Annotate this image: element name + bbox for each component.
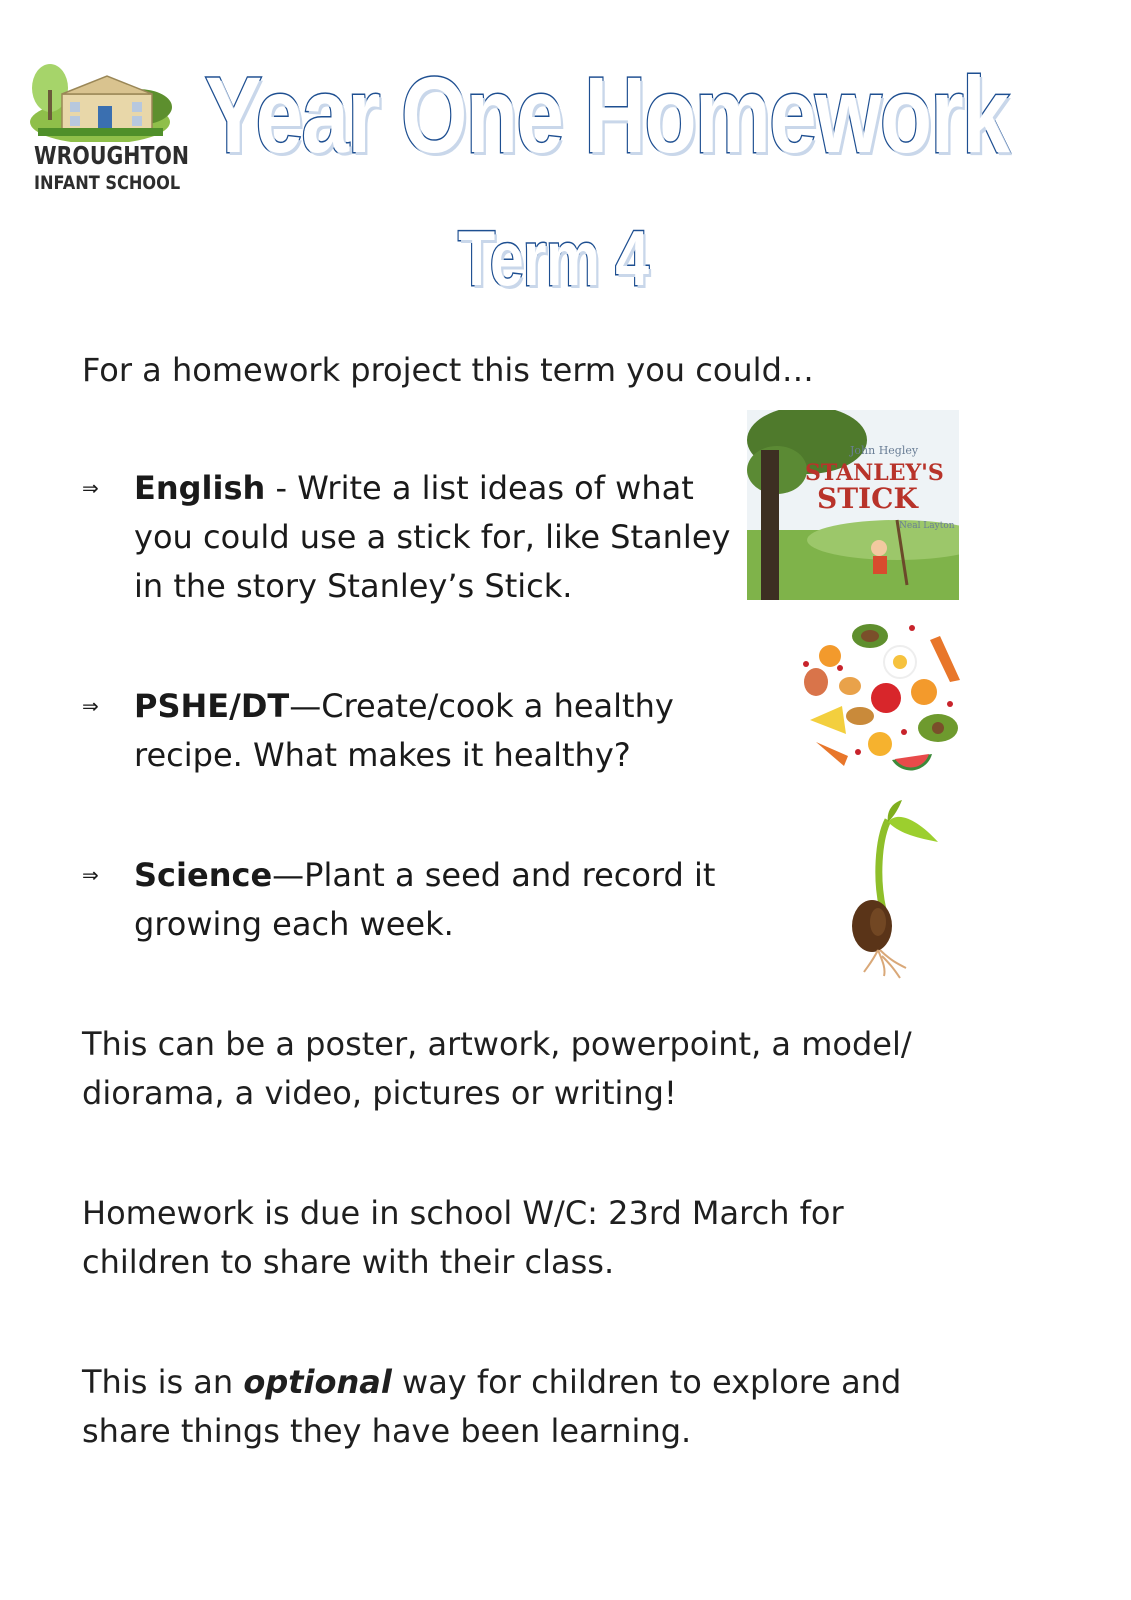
task-separator: — [289, 687, 322, 725]
optional-note-end: way for children to explore and share things they have been learning. [82, 1363, 902, 1450]
due-date-note: Homework is due in school W/C: 23rd March for children to share with their class. [82, 1194, 844, 1281]
intro-text: For a homework project this term you could… [82, 351, 814, 389]
task-subject: English [134, 469, 266, 507]
school-name-line1: WROUGHTON [34, 141, 190, 170]
book-title-line1: STANLEY'S [805, 460, 944, 486]
school-name-line2: INFANT SCHOOL [34, 172, 181, 194]
optional-note-start: This is an [82, 1363, 244, 1401]
book-title-line2: STICK [817, 482, 918, 515]
optional-emphasis: optional [243, 1363, 392, 1401]
healthy-food-image [800, 620, 965, 782]
task-text [134, 682, 702, 780]
book-author: John Hegley [850, 444, 919, 457]
task-separator: — [272, 856, 305, 894]
optional-note [82, 1358, 942, 1456]
arrow-bullet-icon: ⇒ [82, 863, 99, 887]
page-title: Year One Homework [205, 54, 1008, 175]
book-cover-image [747, 410, 959, 600]
task-description: Write a list ideas of what you could use a stick for, like Stanley in the story Stanley’s Stick. [134, 469, 731, 605]
page-subtitle: Term 4 [458, 214, 649, 302]
arrow-bullet-icon: ⇒ [82, 476, 99, 500]
formats-note: This can be a poster, artwork, powerpoint, a model/ diorama, a video, pictures or writing! [82, 1025, 912, 1112]
task-text [134, 851, 742, 949]
seedling-image [838, 800, 948, 980]
arrow-bullet-icon: ⇒ [82, 694, 99, 718]
task-description: Create/cook a healthy recipe. What makes it healthy? [134, 687, 674, 774]
task-description: Plant a seed and record it growing each week. [134, 856, 716, 943]
school-building-illustration [28, 62, 173, 142]
task-separator: - [265, 469, 298, 507]
book-illustrator: Neal Layton [899, 521, 955, 531]
task-subject: Science [134, 856, 273, 894]
task-subject: PSHE/DT [134, 687, 290, 725]
task-text [134, 464, 742, 611]
